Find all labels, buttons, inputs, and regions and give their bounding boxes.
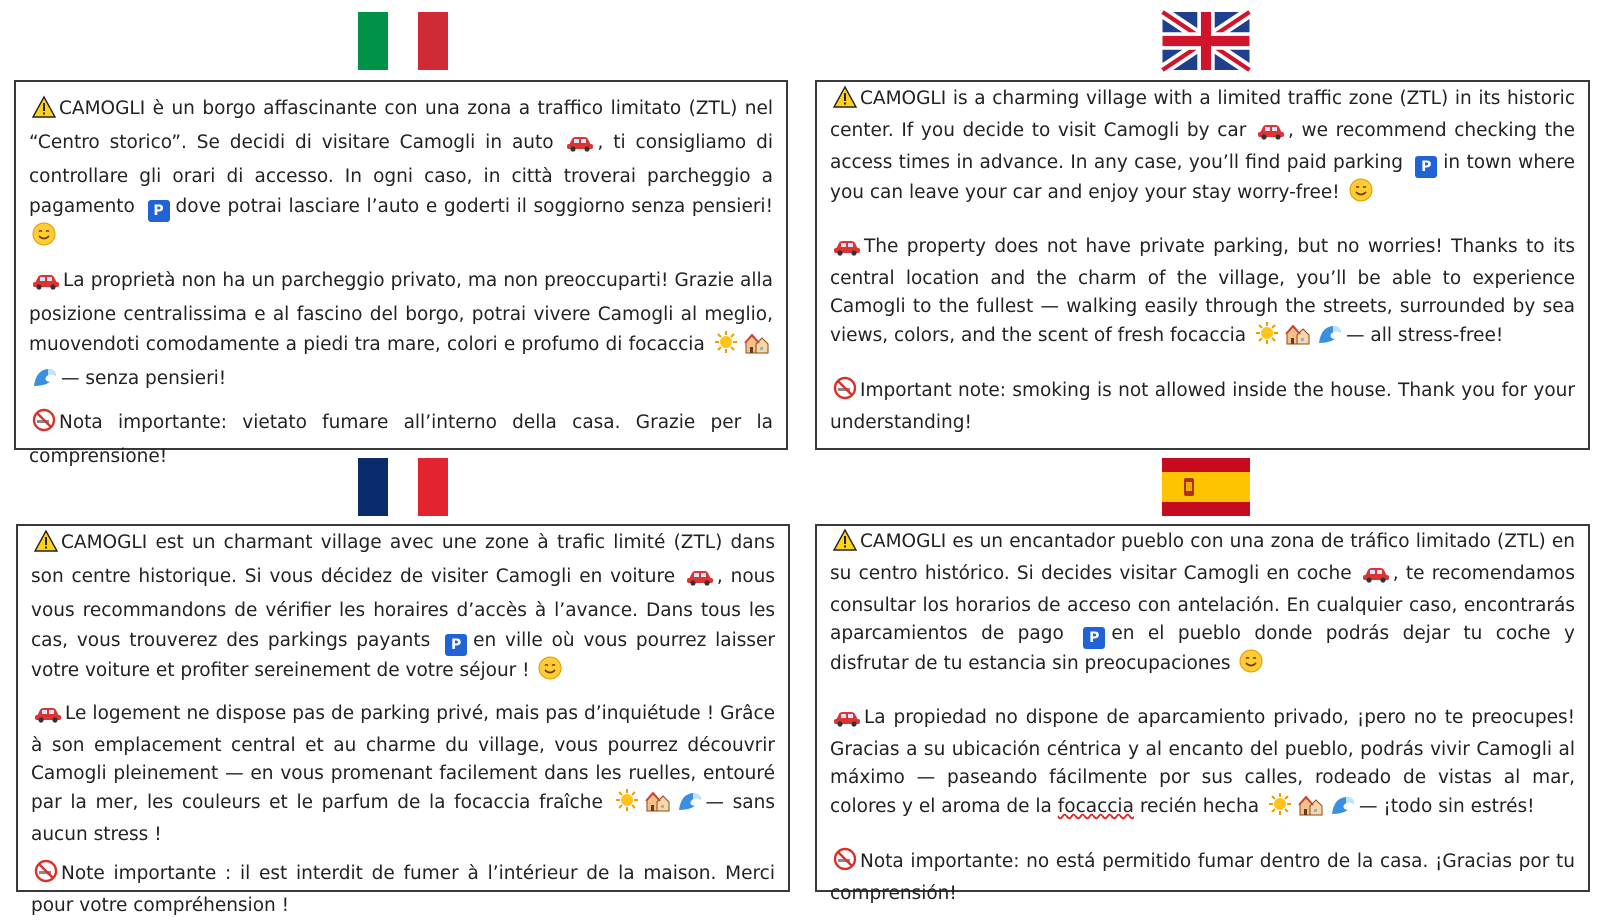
no-smoking-icon xyxy=(833,847,857,880)
italian-paragraph-3: Nota importante: vietato fumare all’interno della casa. Grazie per la comprensione! xyxy=(29,408,773,472)
smiley-icon xyxy=(1349,178,1373,211)
spanish-text-box xyxy=(815,524,1590,904)
car-icon xyxy=(34,704,62,732)
wave-icon xyxy=(1317,323,1343,354)
english-paragraph-2: The property does not have private parking, but no worries! Thanks to its central location and the charm of the village, you’ll be able to experience Camogli to the fullest — walking easily through the streets, surrounded by sea views, colors, and the scent of fresh focaccia — all stress-free! xyxy=(830,233,1575,354)
no-smoking-icon xyxy=(34,859,58,892)
french-paragraph-3: Note importante : il est interdit de fumer à l’intérieur de la maison. Merci pour votre compréhension ! xyxy=(31,859,775,920)
wave-icon xyxy=(1330,794,1356,825)
italy-flag-icon xyxy=(358,12,448,70)
car-icon xyxy=(1362,564,1390,592)
smiley-icon xyxy=(1239,649,1263,682)
french-paragraph-1: CAMOGLI est un charmant village avec une zone à trafic limité (ZTL) dans son centre historique. Si vous décidez de visiter Camogli en voiture , nous vous recommandons de vérifier les horaires d’accès à l’avance. Dans tous les cas, vous trouverez des parkings payants P en ville où vous pourrez laisser votre voiture et profiter sereinement de votre séjour ! xyxy=(31,528,775,690)
parking-icon: P xyxy=(445,634,467,656)
smiley-icon xyxy=(538,656,562,690)
english-paragraph-3: Important note: smoking is not allowed inside the house. Thank you for your understanding! xyxy=(830,376,1575,437)
houses-icon xyxy=(1298,794,1324,825)
car-icon xyxy=(833,237,861,265)
parking-icon: P xyxy=(1083,627,1105,649)
sun-icon xyxy=(1255,321,1279,354)
smiley-icon xyxy=(32,222,56,256)
parking-icon: P xyxy=(148,200,170,222)
italian-text-box xyxy=(14,80,788,467)
sun-icon xyxy=(615,788,639,821)
parking-icon: P xyxy=(1415,156,1437,178)
warning-icon xyxy=(833,86,857,117)
car-icon xyxy=(32,270,60,300)
uk-flag-icon xyxy=(1162,12,1250,70)
car-icon xyxy=(833,708,861,736)
warning-icon xyxy=(34,530,58,562)
car-icon xyxy=(566,132,594,162)
warning-icon xyxy=(32,96,56,128)
spain-flag-icon xyxy=(1162,458,1250,516)
car-icon xyxy=(1257,121,1285,149)
italian-paragraph-1: CAMOGLI è un borgo affascinante con una zona a traffico limitato (ZTL) nel “Centro storico”. Se decidi di visitare Camogli in auto , ti consigliamo di controllare gli orari di accesso. In ogni caso, in città troverai parcheggio a pagamento P dove potrai lasciare l’auto e goderti il soggiorno senza pensieri! xyxy=(29,94,773,256)
no-smoking-icon xyxy=(833,376,857,409)
english-text-box xyxy=(815,80,1590,450)
car-icon xyxy=(686,566,714,596)
wave-icon xyxy=(32,366,58,398)
french-text-box xyxy=(16,524,790,916)
spellcheck-underlined-word: focaccia xyxy=(1057,796,1134,817)
english-paragraph-1: CAMOGLI is a charming village with a limited traffic zone (ZTL) in its historic center. If you decide to visit Camogli by car , we recommend checking the access times in advance. In any case, you’ll find paid parking P in town where you can leave your car and enjoy your stay worry-free! xyxy=(830,85,1575,211)
spanish-paragraph-1: CAMOGLI es un encantador pueblo con una zona de tráfico limitado (ZTL) en su centro histórico. Si decides visitar Camogli en coche , te recomendamos consultar los horarios de acceso con antelación. En cualquier caso, encontrarás aparcamientos de pago P en el pueblo donde podrás dejar tu coche y disfrutar de tu estancia sin preocupaciones xyxy=(830,528,1575,682)
warning-icon xyxy=(833,529,857,560)
no-smoking-icon xyxy=(32,408,56,442)
french-paragraph-2: Le logement ne dispose pas de parking privé, mais pas d’inquiétude ! Grâce à son emplacement central et au charme du village, vous pourrez découvrir Camogli pleinement — en vous promenant facilement dans les ruelles, entouré par la mer, les couleurs et le parfum de la focaccia fraîche — sans aucun stress ! xyxy=(31,703,775,845)
spanish-paragraph-2: La propiedad no dispone de aparcamiento privado, ¡pero no te preocupes! Gracias a su ubicación céntrica y al encanto del pueblo, podrás vivir Camogli al máximo — paseando fácilmente por sus calles, rodeado de vistas al mar, colores y el aroma de la focaccia recién hecha — ¡todo sin estrés! xyxy=(830,704,1575,825)
houses-icon xyxy=(1285,323,1311,354)
italian-paragraph-2: La proprietà non ha un parcheggio privato, ma non preoccuparti! Grazie alla posizione centralissima e al fascino del borgo, potrai vivere Camogli al meglio, muovendoti comodamente a piedi tra mare, colori e profumo di focaccia — senza pensieri! xyxy=(29,266,773,398)
houses-icon xyxy=(744,332,770,364)
houses-icon xyxy=(645,790,671,821)
wave-icon xyxy=(677,790,703,821)
sun-icon xyxy=(714,330,738,364)
sun-icon xyxy=(1268,792,1292,825)
spanish-paragraph-3: Nota importante: no está permitido fumar dentro de la casa. ¡Gracias por tu comprensión! xyxy=(830,847,1575,908)
